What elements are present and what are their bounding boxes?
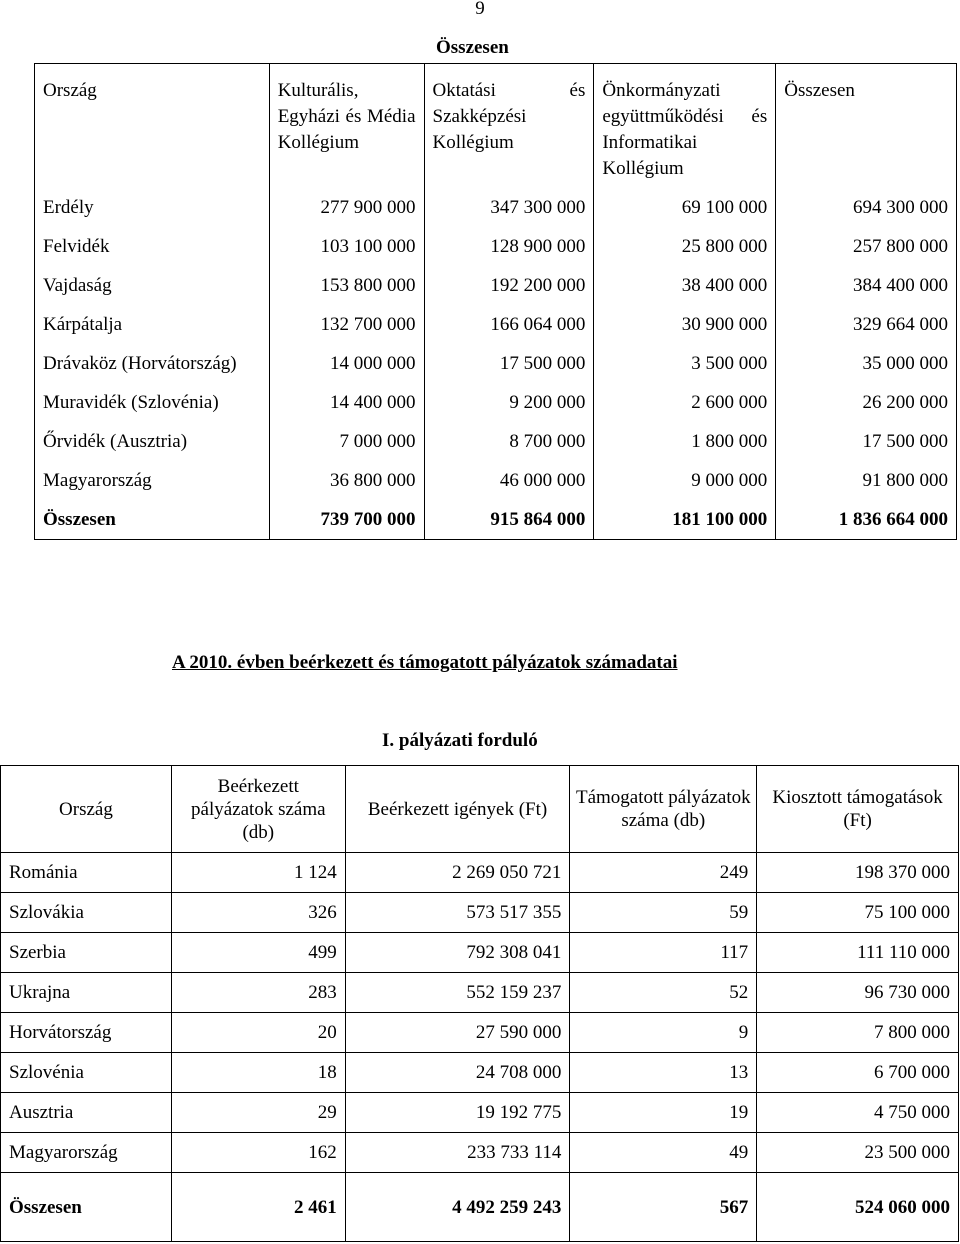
table2-applications bbox=[0, 765, 959, 1242]
table2-cell-c3: 117 bbox=[570, 933, 757, 973]
table2-total-c3: 567 bbox=[570, 1173, 757, 1242]
table2-cell-c4: 111 110 000 bbox=[757, 933, 959, 973]
table1-row bbox=[35, 421, 957, 460]
table1-cell-c3: 1 800 000 bbox=[594, 421, 776, 460]
table1-header-row bbox=[35, 64, 957, 188]
table2-total-c1: 2 461 bbox=[171, 1173, 345, 1242]
table2-cell-c1: 499 bbox=[171, 933, 345, 973]
table1-cell-c2: 166 064 000 bbox=[424, 304, 594, 343]
table2-cell-c2: 552 159 237 bbox=[345, 973, 570, 1013]
table1-title: Összesen bbox=[436, 37, 509, 58]
table1-cell-country: Felvidék bbox=[35, 226, 270, 265]
table2-cell-c4: 23 500 000 bbox=[757, 1133, 959, 1173]
table1-header-col1: Kulturális, Egyházi és Média Kollégium bbox=[269, 64, 424, 188]
table1-total-c4: 1 836 664 000 bbox=[776, 499, 957, 540]
table2-cell-c2: 2 269 050 721 bbox=[345, 853, 570, 893]
table2-row bbox=[1, 933, 959, 973]
table2-cell-country: Szerbia bbox=[1, 933, 172, 973]
table2-cell-c1: 1 124 bbox=[171, 853, 345, 893]
table1-cell-c1: 132 700 000 bbox=[269, 304, 424, 343]
table1-header-col4: Összesen bbox=[776, 64, 957, 188]
table2-row bbox=[1, 1053, 959, 1093]
table1-cell-country: Muravidék (Szlovénia) bbox=[35, 382, 270, 421]
table1-header-col2: Oktatási és Szakképzési Kollégium bbox=[424, 64, 594, 188]
table1-cell-c1: 103 100 000 bbox=[269, 226, 424, 265]
table1-cell-country: Őrvidék (Ausztria) bbox=[35, 421, 270, 460]
table2-cell-country: Szlovénia bbox=[1, 1053, 172, 1093]
table2-cell-c2: 573 517 355 bbox=[345, 893, 570, 933]
table1-cell-c4: 257 800 000 bbox=[776, 226, 957, 265]
table2-row bbox=[1, 1093, 959, 1133]
table1-cell-c3: 30 900 000 bbox=[594, 304, 776, 343]
table2-row bbox=[1, 1013, 959, 1053]
table1-cell-c3: 3 500 000 bbox=[594, 343, 776, 382]
table1-cell-country: Erdély bbox=[35, 187, 270, 226]
table2-cell-c3: 13 bbox=[570, 1053, 757, 1093]
table1-cell-c2: 17 500 000 bbox=[424, 343, 594, 382]
section-caption: A 2010. évben beérkezett és támogatott pályázatok számadatai bbox=[172, 652, 678, 673]
table1-row bbox=[35, 304, 957, 343]
table1-cell-c3: 2 600 000 bbox=[594, 382, 776, 421]
table2-header-row bbox=[1, 766, 959, 853]
table2-total-c2: 4 492 259 243 bbox=[345, 1173, 570, 1242]
table1-total-c1: 739 700 000 bbox=[269, 499, 424, 540]
table1-total-row bbox=[35, 499, 957, 540]
table1-cell-c4: 91 800 000 bbox=[776, 460, 957, 499]
table2-cell-c1: 20 bbox=[171, 1013, 345, 1053]
table1-grants-by-college bbox=[34, 63, 957, 540]
table1-cell-c2: 46 000 000 bbox=[424, 460, 594, 499]
table2-header-col3: Támogatott pályázatok száma (db) bbox=[570, 766, 757, 853]
table2-cell-c4: 4 750 000 bbox=[757, 1093, 959, 1133]
table2-header-col1: Beérkezett pályázatok száma (db) bbox=[171, 766, 345, 853]
table1-cell-c3: 9 000 000 bbox=[594, 460, 776, 499]
table1-cell-country: Vajdaság bbox=[35, 265, 270, 304]
table2-header-col4: Kiosztott támogatások (Ft) bbox=[757, 766, 959, 853]
table2-cell-c4: 198 370 000 bbox=[757, 853, 959, 893]
table1-cell-c4: 35 000 000 bbox=[776, 343, 957, 382]
table1-cell-c2: 192 200 000 bbox=[424, 265, 594, 304]
table2-cell-country: Románia bbox=[1, 853, 172, 893]
table1-total-country: Összesen bbox=[35, 499, 270, 540]
page-number: 9 bbox=[475, 0, 485, 19]
table2-cell-c1: 162 bbox=[171, 1133, 345, 1173]
table2-cell-c1: 18 bbox=[171, 1053, 345, 1093]
table2-row bbox=[1, 893, 959, 933]
table1-cell-c4: 17 500 000 bbox=[776, 421, 957, 460]
table1-cell-c1: 153 800 000 bbox=[269, 265, 424, 304]
table2-cell-c2: 19 192 775 bbox=[345, 1093, 570, 1133]
table2-cell-c3: 249 bbox=[570, 853, 757, 893]
table1-cell-c1: 277 900 000 bbox=[269, 187, 424, 226]
table1-row bbox=[35, 187, 957, 226]
table2-cell-country: Magyarország bbox=[1, 1133, 172, 1173]
table1-cell-c3: 25 800 000 bbox=[594, 226, 776, 265]
table1-cell-c1: 36 800 000 bbox=[269, 460, 424, 499]
table1-row bbox=[35, 226, 957, 265]
table2-total-country: Összesen bbox=[1, 1173, 172, 1242]
table2-row bbox=[1, 1133, 959, 1173]
table1-cell-c3: 38 400 000 bbox=[594, 265, 776, 304]
table1-total-c2: 915 864 000 bbox=[424, 499, 594, 540]
table1-cell-country: Drávaköz (Horvátország) bbox=[35, 343, 270, 382]
table1-header-col3: Önkormányzati együttműködési és Informatikai Kollégium bbox=[594, 64, 776, 188]
table2-cell-c3: 52 bbox=[570, 973, 757, 1013]
table2-cell-country: Ausztria bbox=[1, 1093, 172, 1133]
table1-row bbox=[35, 343, 957, 382]
table1-row bbox=[35, 382, 957, 421]
table2-cell-country: Horvátország bbox=[1, 1013, 172, 1053]
table1-cell-c3: 69 100 000 bbox=[594, 187, 776, 226]
table1-cell-c4: 26 200 000 bbox=[776, 382, 957, 421]
table2-cell-c4: 75 100 000 bbox=[757, 893, 959, 933]
table1-cell-country: Kárpátalja bbox=[35, 304, 270, 343]
table2-cell-country: Ukrajna bbox=[1, 973, 172, 1013]
table1-cell-c2: 8 700 000 bbox=[424, 421, 594, 460]
table2-cell-c3: 59 bbox=[570, 893, 757, 933]
table1-cell-c4: 329 664 000 bbox=[776, 304, 957, 343]
table1-row bbox=[35, 460, 957, 499]
table2-cell-c4: 7 800 000 bbox=[757, 1013, 959, 1053]
table2-header-col2: Beérkezett igények (Ft) bbox=[345, 766, 570, 853]
table2-cell-c2: 233 733 114 bbox=[345, 1133, 570, 1173]
table2-cell-c3: 19 bbox=[570, 1093, 757, 1133]
table1-cell-c2: 9 200 000 bbox=[424, 382, 594, 421]
table1-cell-c2: 128 900 000 bbox=[424, 226, 594, 265]
table1-total-c3: 181 100 000 bbox=[594, 499, 776, 540]
table2-cell-c2: 27 590 000 bbox=[345, 1013, 570, 1053]
table1-cell-c4: 694 300 000 bbox=[776, 187, 957, 226]
table1-cell-c4: 384 400 000 bbox=[776, 265, 957, 304]
table2-total-row bbox=[1, 1173, 959, 1242]
table1-cell-c2: 347 300 000 bbox=[424, 187, 594, 226]
table1-row bbox=[35, 265, 957, 304]
table1-cell-c1: 14 400 000 bbox=[269, 382, 424, 421]
table2-cell-c3: 49 bbox=[570, 1133, 757, 1173]
table2-header-country: Ország bbox=[1, 766, 172, 853]
table1-header-country: Ország bbox=[35, 64, 270, 188]
table2-cell-country: Szlovákia bbox=[1, 893, 172, 933]
table2-cell-c1: 326 bbox=[171, 893, 345, 933]
table2-cell-c4: 6 700 000 bbox=[757, 1053, 959, 1093]
table1-cell-country: Magyarország bbox=[35, 460, 270, 499]
table2-cell-c1: 29 bbox=[171, 1093, 345, 1133]
table2-row bbox=[1, 853, 959, 893]
table2-cell-c2: 24 708 000 bbox=[345, 1053, 570, 1093]
table2-title: I. pályázati forduló bbox=[382, 730, 538, 751]
table2-cell-c3: 9 bbox=[570, 1013, 757, 1053]
table1-cell-c1: 7 000 000 bbox=[269, 421, 424, 460]
table2-total-c4: 524 060 000 bbox=[757, 1173, 959, 1242]
table2-cell-c1: 283 bbox=[171, 973, 345, 1013]
table2-cell-c4: 96 730 000 bbox=[757, 973, 959, 1013]
table2-cell-c2: 792 308 041 bbox=[345, 933, 570, 973]
table2-row bbox=[1, 973, 959, 1013]
table1-cell-c1: 14 000 000 bbox=[269, 343, 424, 382]
